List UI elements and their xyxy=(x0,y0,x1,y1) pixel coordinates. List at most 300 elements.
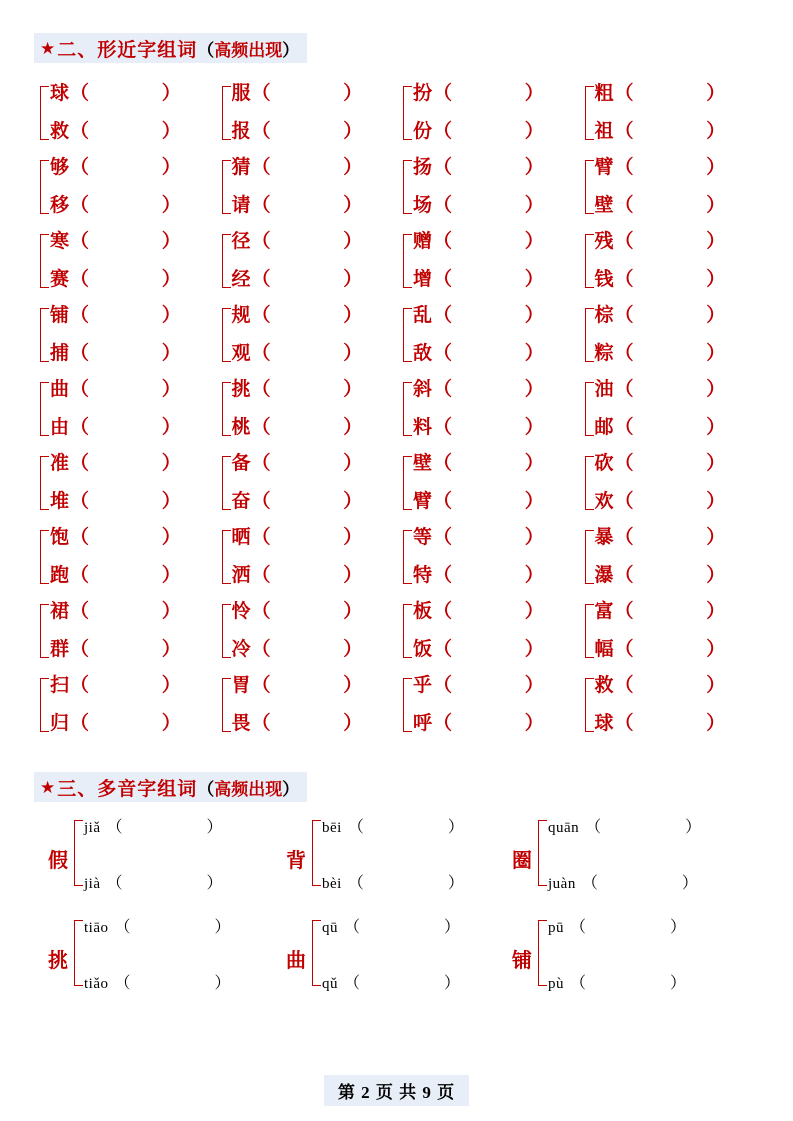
polyphone-hanzi: 假 xyxy=(48,850,68,872)
near-char-line xyxy=(50,264,215,291)
pinyin: qǔ xyxy=(322,976,338,992)
near-char-line xyxy=(50,338,215,365)
polyphone-hanzi: 背 xyxy=(286,850,306,872)
polyphone-line xyxy=(84,914,271,937)
hanzi: 请 xyxy=(231,195,251,216)
near-char-line xyxy=(595,338,760,365)
hanzi: 瀑 xyxy=(594,565,614,586)
answer-blank[interactable]: （ ） xyxy=(433,565,578,586)
answer-blank[interactable]: （ ） xyxy=(251,121,397,142)
near-char-pair xyxy=(579,372,761,446)
near-char-line xyxy=(413,596,578,623)
answer-blank[interactable]: （ ） xyxy=(614,195,760,216)
near-char-line xyxy=(595,374,760,401)
answer-blank[interactable]: （ ） xyxy=(433,675,578,696)
near-char-pair xyxy=(34,150,216,224)
hanzi: 特 xyxy=(413,565,433,586)
answer-blank[interactable]: （ ） xyxy=(251,231,397,252)
hanzi: 准 xyxy=(50,453,70,474)
hanzi: 群 xyxy=(50,639,70,660)
answer-blank[interactable]: （ ） xyxy=(433,195,578,216)
section-title: 二、形近字组词 xyxy=(57,39,198,61)
answer-blank[interactable]: （ ） xyxy=(433,491,578,512)
section-note: 高频出现 xyxy=(214,40,283,60)
answer-blank[interactable]: （ ） xyxy=(70,157,215,178)
near-char-line xyxy=(50,152,215,179)
answer-blank[interactable]: （ ） xyxy=(70,379,215,400)
polyphone-line xyxy=(322,870,504,893)
pinyin: juàn xyxy=(548,876,576,892)
hanzi: 经 xyxy=(231,269,251,290)
pinyin: bēi xyxy=(322,820,342,836)
near-char-line xyxy=(232,116,397,143)
answer-blank[interactable]: （ ） xyxy=(614,269,760,290)
near-char-row xyxy=(34,520,760,594)
near-char-line xyxy=(50,596,215,623)
near-char-line xyxy=(595,596,760,623)
near-char-pair xyxy=(579,668,761,742)
near-char-line xyxy=(232,448,397,475)
hanzi: 欢 xyxy=(594,491,614,512)
answer-blank[interactable]: （ ） xyxy=(251,565,397,586)
near-char-line xyxy=(595,226,760,253)
hanzi: 捕 xyxy=(50,343,70,364)
near-char-line xyxy=(232,522,397,549)
near-char-row xyxy=(34,668,760,742)
hanzi: 赛 xyxy=(50,269,70,290)
hanzi: 棕 xyxy=(594,305,614,326)
near-char-line xyxy=(413,152,578,179)
answer-blank[interactable]: （ ） xyxy=(433,527,578,548)
hanzi: 球 xyxy=(594,713,614,734)
hanzi: 由 xyxy=(50,417,70,438)
near-char-row xyxy=(34,594,760,668)
answer-blank[interactable]: （ ） xyxy=(70,527,215,548)
page-footer xyxy=(0,1075,793,1106)
near-char-line xyxy=(50,116,215,143)
hanzi: 洒 xyxy=(231,565,251,586)
answer-blank[interactable]: （ ） xyxy=(433,601,578,622)
near-char-line xyxy=(232,264,397,291)
bracket-icon xyxy=(585,160,594,214)
bracket-icon xyxy=(403,160,412,214)
hanzi: 臂 xyxy=(594,157,614,178)
hanzi: 扫 xyxy=(50,675,70,696)
near-char-line xyxy=(232,152,397,179)
near-char-line xyxy=(595,190,760,217)
bracket-icon xyxy=(40,530,49,584)
near-char-row xyxy=(34,298,760,372)
near-char-pair xyxy=(216,446,398,520)
hanzi: 斜 xyxy=(413,379,433,400)
answer-blank[interactable]: （ ） xyxy=(433,305,578,326)
bracket-icon xyxy=(403,678,412,732)
bracket-icon xyxy=(403,86,412,140)
bracket-icon xyxy=(585,86,594,140)
near-char-line xyxy=(413,560,578,587)
answer-blank[interactable]: （ ） xyxy=(70,305,215,326)
near-char-line xyxy=(232,78,397,105)
hanzi: 铺 xyxy=(50,305,70,326)
answer-blank[interactable]: （ ） xyxy=(70,639,215,660)
bracket-icon xyxy=(40,678,49,732)
hanzi: 臂 xyxy=(413,491,433,512)
bracket-icon xyxy=(40,234,49,288)
hanzi: 备 xyxy=(231,453,251,474)
near-char-pair xyxy=(579,224,761,298)
hanzi: 挑 xyxy=(231,379,251,400)
near-char-pair xyxy=(216,668,398,742)
answer-blank[interactable]: （ ） xyxy=(433,639,578,660)
answer-blank[interactable]: （ ） xyxy=(614,417,760,438)
bracket-icon xyxy=(585,234,594,288)
hanzi: 赠 xyxy=(413,231,433,252)
near-char-line xyxy=(595,300,760,327)
near-char-line xyxy=(232,560,397,587)
near-char-line xyxy=(595,708,760,735)
near-char-line xyxy=(50,412,215,439)
bracket-icon xyxy=(222,604,231,658)
near-char-line xyxy=(50,448,215,475)
near-char-pair xyxy=(397,76,579,150)
near-char-line xyxy=(232,596,397,623)
near-char-pair xyxy=(397,298,579,372)
answer-blank[interactable]: （ ） xyxy=(570,975,727,992)
answer-blank[interactable]: （ ） xyxy=(614,527,760,548)
answer-blank[interactable]: （ ） xyxy=(433,453,578,474)
hanzi: 油 xyxy=(594,379,614,400)
near-char-pair xyxy=(216,298,398,372)
bracket-icon xyxy=(538,820,547,886)
hanzi: 场 xyxy=(413,195,433,216)
answer-blank[interactable]: （ ） xyxy=(251,675,397,696)
hanzi: 堆 xyxy=(50,491,70,512)
polyphone-line xyxy=(84,870,263,893)
near-char-pair xyxy=(34,298,216,372)
answer-blank[interactable]: （ ） xyxy=(70,83,215,104)
hanzi: 钱 xyxy=(594,269,614,290)
hanzi: 板 xyxy=(413,601,433,622)
hanzi: 呼 xyxy=(413,713,433,734)
bracket-icon xyxy=(312,920,321,986)
answer-blank[interactable]: （ ） xyxy=(251,269,397,290)
near-char-pair xyxy=(579,446,761,520)
star-icon: ★ xyxy=(40,38,56,58)
near-char-pair xyxy=(216,150,398,224)
pinyin: tiǎo xyxy=(84,976,109,992)
polyphone-line xyxy=(322,814,504,837)
hanzi: 富 xyxy=(594,601,614,622)
near-char-pair xyxy=(397,668,579,742)
answer-blank[interactable]: （ ） xyxy=(614,639,760,660)
near-char-line xyxy=(413,78,578,105)
near-char-pair xyxy=(397,520,579,594)
near-char-line xyxy=(232,190,397,217)
bracket-icon xyxy=(40,382,49,436)
answer-blank[interactable]: （ ） xyxy=(114,975,271,992)
near-char-line xyxy=(232,634,397,661)
near-char-line xyxy=(413,338,578,365)
answer-blank[interactable]: （ ） xyxy=(433,269,578,290)
answer-blank[interactable]: （ ） xyxy=(585,819,742,836)
bracket-icon xyxy=(222,382,231,436)
pinyin: qū xyxy=(322,920,338,936)
near-char-line xyxy=(50,486,215,513)
hanzi: 晒 xyxy=(231,527,251,548)
hanzi: 扬 xyxy=(413,157,433,178)
answer-blank[interactable]: （ ） xyxy=(433,417,578,438)
answer-blank[interactable]: （ ） xyxy=(433,379,578,400)
hanzi: 奋 xyxy=(231,491,251,512)
paren-open: （ xyxy=(197,40,215,60)
near-char-row xyxy=(34,446,760,520)
bracket-icon xyxy=(40,604,49,658)
hanzi: 饭 xyxy=(413,639,433,660)
hanzi: 粗 xyxy=(594,83,614,104)
hanzi: 救 xyxy=(594,675,614,696)
near-char-pair xyxy=(579,520,761,594)
answer-blank[interactable]: （ ） xyxy=(70,417,215,438)
near-char-line xyxy=(595,264,760,291)
pinyin: tiāo xyxy=(84,920,109,936)
near-char-row xyxy=(34,224,760,298)
answer-blank[interactable]: （ ） xyxy=(251,343,397,364)
answer-blank[interactable]: （ ） xyxy=(70,343,215,364)
hanzi: 报 xyxy=(231,121,251,142)
answer-blank[interactable]: （ ） xyxy=(70,453,215,474)
answer-blank[interactable]: （ ） xyxy=(106,875,263,892)
hanzi: 救 xyxy=(50,121,70,142)
hanzi: 猜 xyxy=(231,157,251,178)
near-char-pair xyxy=(34,520,216,594)
near-char-line xyxy=(232,670,397,697)
near-char-pair xyxy=(579,150,761,224)
hanzi: 径 xyxy=(231,231,251,252)
near-char-line xyxy=(595,522,760,549)
answer-blank[interactable]: （ ） xyxy=(614,453,760,474)
answer-blank[interactable]: （ ） xyxy=(251,305,397,326)
answer-blank[interactable]: （ ） xyxy=(344,975,501,992)
near-char-pair xyxy=(397,372,579,446)
bracket-icon xyxy=(585,678,594,732)
near-char-pair xyxy=(579,298,761,372)
paren-close: ） xyxy=(282,40,300,60)
hanzi: 暴 xyxy=(594,527,614,548)
near-char-pair xyxy=(34,594,216,668)
answer-blank[interactable]: （ ） xyxy=(347,875,504,892)
answer-blank[interactable]: （ ） xyxy=(433,343,578,364)
hanzi: 桃 xyxy=(231,417,251,438)
bracket-icon xyxy=(585,308,594,362)
answer-blank[interactable]: （ ） xyxy=(251,639,397,660)
paren-close: ） xyxy=(282,779,300,799)
answer-blank[interactable]: （ ） xyxy=(433,121,578,142)
near-char-line xyxy=(50,374,215,401)
near-char-line xyxy=(413,300,578,327)
answer-blank[interactable]: （ ） xyxy=(614,491,760,512)
polyphone-hanzi: 曲 xyxy=(286,950,306,972)
near-char-line xyxy=(413,486,578,513)
polyphone-line xyxy=(322,970,500,993)
answer-blank[interactable]: （ ） xyxy=(70,675,215,696)
hanzi: 冷 xyxy=(231,639,251,660)
bracket-icon xyxy=(40,86,49,140)
answer-blank[interactable]: （ ） xyxy=(251,453,397,474)
bracket-icon xyxy=(403,604,412,658)
hanzi: 怜 xyxy=(231,601,251,622)
answer-blank[interactable]: （ ） xyxy=(251,83,397,104)
near-char-line xyxy=(413,522,578,549)
answer-blank[interactable]: （ ） xyxy=(251,713,397,734)
polyphone-hanzi: 铺 xyxy=(512,950,532,972)
hanzi: 寒 xyxy=(50,231,70,252)
answer-blank[interactable]: （ ） xyxy=(433,713,578,734)
near-char-pair xyxy=(216,76,398,150)
answer-blank[interactable]: （ ） xyxy=(614,713,760,734)
near-char-pair xyxy=(34,446,216,520)
near-char-line xyxy=(232,412,397,439)
answer-blank[interactable]: （ ） xyxy=(614,675,760,696)
hanzi: 跑 xyxy=(50,565,70,586)
answer-blank[interactable]: （ ） xyxy=(251,157,397,178)
near-char-line xyxy=(50,634,215,661)
answer-blank[interactable]: （ ） xyxy=(251,195,397,216)
near-char-line xyxy=(413,412,578,439)
polyphone-line xyxy=(548,870,738,893)
answer-blank[interactable]: （ ） xyxy=(344,919,501,936)
answer-blank[interactable]: （ ） xyxy=(614,157,760,178)
near-char-pair xyxy=(216,224,398,298)
answer-blank[interactable]: （ ） xyxy=(251,491,397,512)
hanzi: 乱 xyxy=(413,305,433,326)
answer-blank[interactable]: （ ） xyxy=(614,379,760,400)
near-char-line xyxy=(595,634,760,661)
answer-blank[interactable]: （ ） xyxy=(433,157,578,178)
hanzi: 裙 xyxy=(50,601,70,622)
bracket-icon xyxy=(40,308,49,362)
near-char-line xyxy=(50,78,215,105)
section-heading-near-chars xyxy=(34,33,307,63)
answer-blank[interactable]: （ ） xyxy=(251,527,397,548)
hanzi: 壁 xyxy=(594,195,614,216)
near-char-line xyxy=(595,560,760,587)
near-char-line xyxy=(413,226,578,253)
hanzi: 扮 xyxy=(413,83,433,104)
bracket-icon xyxy=(403,234,412,288)
answer-blank[interactable]: （ ） xyxy=(70,195,215,216)
bracket-icon xyxy=(585,604,594,658)
hanzi: 等 xyxy=(413,527,433,548)
near-char-line xyxy=(413,670,578,697)
polyphone-row xyxy=(34,912,760,1012)
pinyin: quān xyxy=(548,820,580,836)
answer-blank[interactable]: （ ） xyxy=(106,819,263,836)
answer-blank[interactable]: （ ） xyxy=(347,819,504,836)
hanzi: 壁 xyxy=(413,453,433,474)
answer-blank[interactable]: （ ） xyxy=(614,565,760,586)
near-char-pair xyxy=(34,76,216,150)
bracket-icon xyxy=(585,530,594,584)
near-char-line xyxy=(50,670,215,697)
answer-blank[interactable]: （ ） xyxy=(70,601,215,622)
near-char-line xyxy=(232,486,397,513)
near-char-line xyxy=(50,190,215,217)
hanzi: 观 xyxy=(231,343,251,364)
bracket-icon xyxy=(40,456,49,510)
answer-blank[interactable]: （ ） xyxy=(70,713,215,734)
answer-blank[interactable]: （ ） xyxy=(570,919,727,936)
near-char-pair xyxy=(579,76,761,150)
answer-blank[interactable]: （ ） xyxy=(614,305,760,326)
near-char-line xyxy=(595,670,760,697)
near-char-line xyxy=(232,338,397,365)
bracket-icon xyxy=(74,920,83,986)
answer-blank[interactable]: （ ） xyxy=(614,231,760,252)
answer-blank[interactable]: （ ） xyxy=(433,83,578,104)
near-char-line xyxy=(413,634,578,661)
near-char-pair xyxy=(34,668,216,742)
answer-blank[interactable]: （ ） xyxy=(614,601,760,622)
hanzi: 曲 xyxy=(50,379,70,400)
near-char-pair xyxy=(216,372,398,446)
answer-blank[interactable]: （ ） xyxy=(70,269,215,290)
answer-blank[interactable]: （ ） xyxy=(614,83,760,104)
answer-blank[interactable]: （ ） xyxy=(70,231,215,252)
answer-blank[interactable]: （ ） xyxy=(581,875,738,892)
hanzi: 胃 xyxy=(231,675,251,696)
answer-blank[interactable]: （ ） xyxy=(114,919,271,936)
hanzi: 服 xyxy=(231,83,251,104)
answer-blank[interactable]: （ ） xyxy=(614,121,760,142)
bracket-icon xyxy=(222,308,231,362)
near-char-line xyxy=(595,78,760,105)
bracket-icon xyxy=(538,920,547,986)
answer-blank[interactable]: （ ） xyxy=(70,491,215,512)
bracket-icon xyxy=(222,530,231,584)
near-char-line xyxy=(50,226,215,253)
section-title: 三、多音字组词 xyxy=(57,778,198,800)
hanzi: 规 xyxy=(231,305,251,326)
near-char-line xyxy=(595,412,760,439)
near-char-line xyxy=(50,708,215,735)
bracket-icon xyxy=(74,820,83,886)
paren-open: （ xyxy=(197,779,215,799)
star-icon: ★ xyxy=(40,777,56,797)
hanzi: 饱 xyxy=(50,527,70,548)
answer-blank[interactable]: （ ） xyxy=(251,379,397,400)
answer-blank[interactable]: （ ） xyxy=(614,343,760,364)
near-char-line xyxy=(50,522,215,549)
bracket-icon xyxy=(222,456,231,510)
answer-blank[interactable]: （ ） xyxy=(251,417,397,438)
hanzi: 畏 xyxy=(231,713,251,734)
near-char-grid xyxy=(34,76,760,742)
polyphone-line xyxy=(548,814,741,837)
section-note: 高频出现 xyxy=(214,779,283,799)
bracket-icon xyxy=(40,160,49,214)
hanzi: 乎 xyxy=(413,675,433,696)
hanzi: 幅 xyxy=(594,639,614,660)
hanzi: 够 xyxy=(50,157,70,178)
answer-blank[interactable]: （ ） xyxy=(70,121,215,142)
near-char-pair xyxy=(34,372,216,446)
answer-blank[interactable]: （ ） xyxy=(70,565,215,586)
near-char-line xyxy=(232,300,397,327)
polyphone-row xyxy=(34,812,760,912)
hanzi: 敌 xyxy=(413,343,433,364)
answer-blank[interactable]: （ ） xyxy=(251,601,397,622)
answer-blank[interactable]: （ ） xyxy=(433,231,578,252)
